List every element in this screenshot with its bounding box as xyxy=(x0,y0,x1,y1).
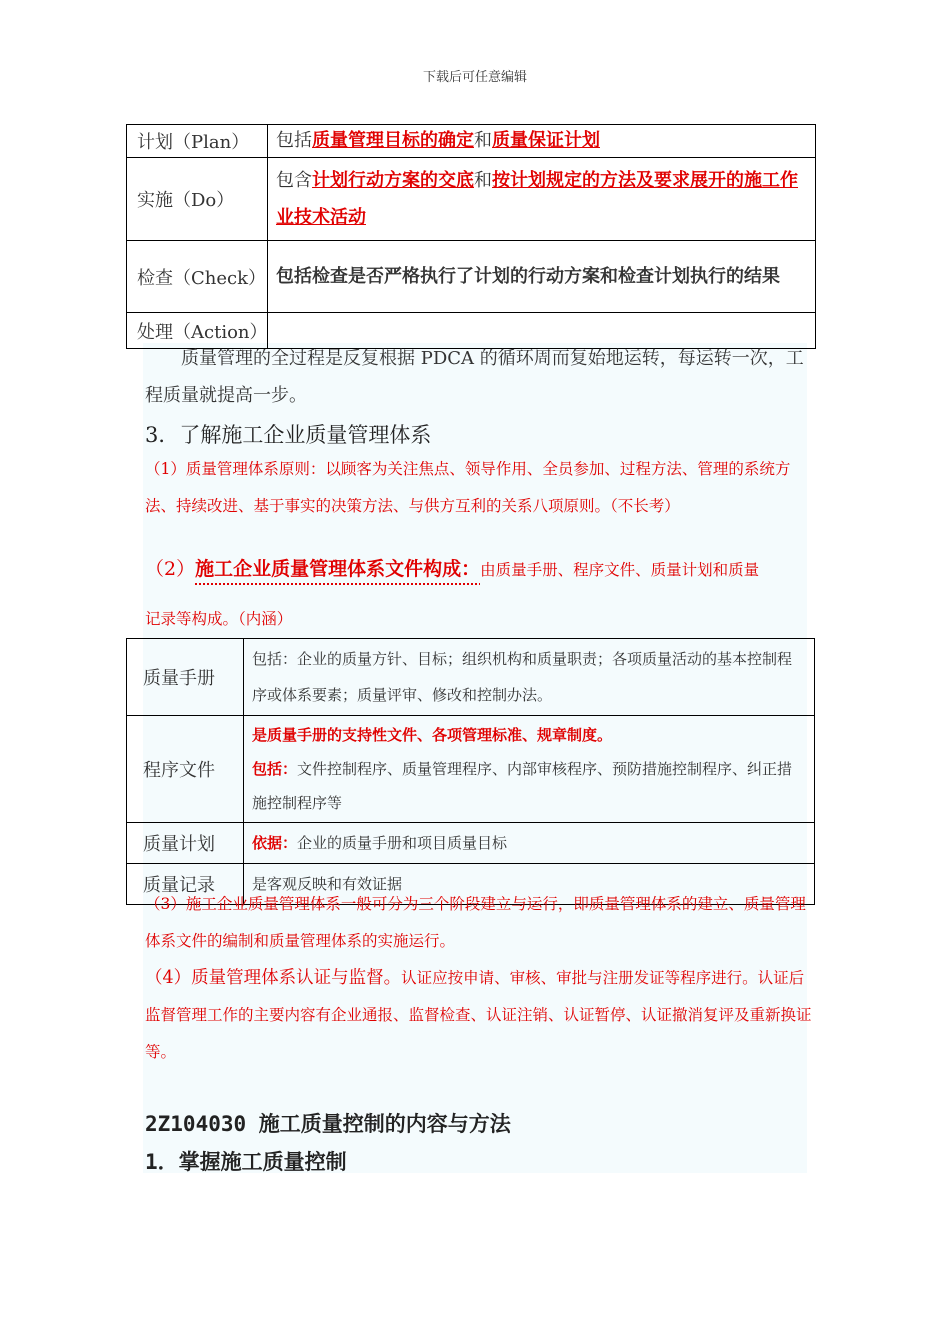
certification-paragraph xyxy=(145,960,817,1071)
pdca-key-plan: 计划（Plan） xyxy=(127,125,268,158)
docs-value-manual: 包括：企业的质量方针、目标；组织机构和质量职责；各项质量活动的基本控制程序或体系要素；质量评审、修改和控制办法。 xyxy=(244,639,815,716)
plan-text: 企业的质量手册和项目质量目标 xyxy=(297,834,508,852)
docs-key-procedure: 程序文件 xyxy=(127,716,244,823)
stages-paragraph: （3）施工企业质量管理体系一般可分为三个阶段建立与运行，即质量管理体系的建立、质量管理体系文件的编制和质量管理体系的实施运行。 xyxy=(145,895,806,950)
do-prefix: 包含 xyxy=(276,170,312,191)
procedure-text: 文件控制程序、质量管理程序、内部审核程序、预防措施控制程序、纠正措施控制程序等 xyxy=(252,760,793,812)
plan-mid: 和 xyxy=(474,130,492,151)
pdca-value-plan xyxy=(268,125,816,158)
doc-structure-paragraph xyxy=(145,551,815,588)
doc-structure-line2-text: 记录等构成。（内涵） xyxy=(145,610,293,628)
table-row xyxy=(127,716,815,823)
principles-paragraph: （1）质量管理体系原则：以顾客为关注焦点、领导作用、全员参加、过程方法、管理的系统方法、持续改进、基于事实的决策方法、与供方互利的关系八项原则。（不长考） xyxy=(145,460,791,515)
section-3-title: 3．了解施工企业质量管理体系 xyxy=(145,423,432,447)
section-1-title: 1．掌握施工质量控制 xyxy=(145,1150,347,1174)
table-row xyxy=(127,158,816,241)
pdca-paragraph: 质量管理的全过程是反复根据 PDCA 的循环周而复始地运转，每运转一次，工程质量就提高一步。 xyxy=(145,348,804,406)
procedure-line-1: 是质量手册的支持性文件、各项管理标准、规章制度。 xyxy=(252,726,613,744)
pdca-value-do xyxy=(268,158,816,241)
doc-structure-heading: 施工企业质量管理体系文件构成： xyxy=(195,558,481,580)
table-row xyxy=(127,639,815,716)
do-highlight-1: 计划行动方案的交底 xyxy=(312,170,474,191)
docs-key-plan: 质量计划 xyxy=(127,823,244,864)
table-row xyxy=(127,125,816,158)
table-row xyxy=(127,241,816,313)
do-mid: 和 xyxy=(474,170,492,191)
section-2z-title: 2Z104030 施工质量控制的内容与方法 xyxy=(145,1112,511,1136)
pdca-key-do: 实施（Do） xyxy=(127,158,268,241)
plan-label: 依据： xyxy=(252,834,298,852)
plan-highlight-2: 质量保证计划 xyxy=(492,130,600,151)
pdca-table xyxy=(126,124,816,349)
quality-docs-table xyxy=(126,638,815,905)
docs-key-manual: 质量手册 xyxy=(127,639,244,716)
table-row xyxy=(127,823,815,864)
certification-heading: （4）质量管理体系认证与监督。 xyxy=(145,968,402,988)
procedure-label: 包括： xyxy=(252,760,298,778)
docs-value-procedure xyxy=(244,716,815,823)
plan-highlight-1: 质量管理目标的确定 xyxy=(312,130,474,151)
doc-structure-line2 xyxy=(145,601,815,637)
do-highlight-2: 按计划规定的方法及要求展开的施工作业技术活动 xyxy=(276,170,798,228)
pdca-value-check: 包括检查是否严格执行了计划的行动方案和检查计划执行的结果 xyxy=(268,241,816,313)
certification-text: 认证应按申请、审核、审批与注册发证等程序进行。认证后监督管理工作的主要内容有企业通报、监督检查、认证注销、认证暂停、认证撤消复评及重新换证等。 xyxy=(145,969,812,1061)
plan-prefix: 包括 xyxy=(276,130,312,151)
doc-structure-rest: 由质量手册、程序文件、质量计划和质量 xyxy=(480,561,760,579)
docs-value-plan xyxy=(244,823,815,864)
docs-key-record: 质量记录 xyxy=(127,864,244,905)
page-header: 下载后可任意编辑 xyxy=(422,70,527,85)
doc-structure-prefix: （2） xyxy=(145,558,196,580)
pdca-key-check: 检查（Check） xyxy=(127,241,268,313)
procedure-line-2 xyxy=(252,752,806,820)
docs-value-record: 是客观反映和有效证据 xyxy=(244,864,815,905)
pdca-key-action: 处理（Action） xyxy=(127,313,268,349)
